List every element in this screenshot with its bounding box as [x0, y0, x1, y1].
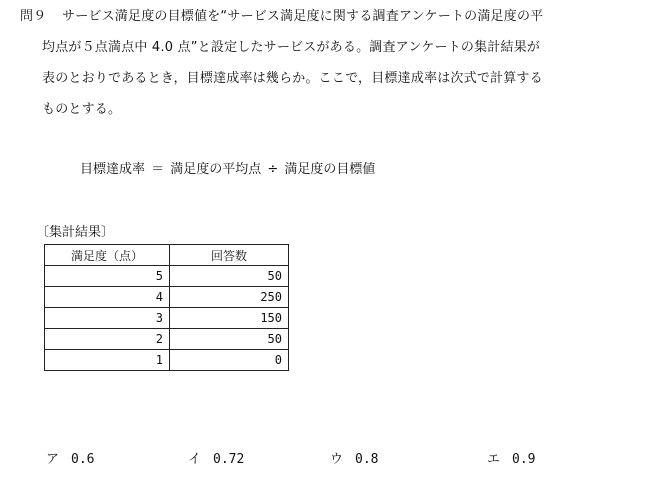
- header-count: 回答数: [170, 245, 289, 266]
- count-cell: 150: [170, 308, 289, 329]
- table-row: [45, 308, 289, 329]
- question-text-line-1: サービス満足度の目標値を“サービス満足度に関する調査アンケートの満足度の平: [62, 9, 544, 24]
- score-cell: 3: [45, 308, 170, 329]
- score-cell: 2: [45, 329, 170, 350]
- results-table: [44, 244, 289, 371]
- table-row: [45, 287, 289, 308]
- score-cell: 4: [45, 287, 170, 308]
- table-row: [45, 329, 289, 350]
- table-caption: 〔集計結果〕: [36, 225, 115, 240]
- table-row: [45, 350, 289, 371]
- count-cell: 0: [170, 350, 289, 371]
- formula: 目標達成率 ＝ 満足度の平均点 ÷ 満足度の目標値: [80, 162, 376, 177]
- choice-a-mark: ア: [46, 452, 60, 467]
- choice-i-mark: イ: [188, 452, 202, 467]
- choice-e[interactable]: [487, 452, 536, 468]
- count-cell: 250: [170, 287, 289, 308]
- question-text-line-2: 均点が５点満点中 4.0 点”と設定したサービスがある。調査アンケートの集計結果が: [42, 40, 541, 55]
- choice-u-mark: ウ: [330, 452, 344, 467]
- question-text-line-4: ものとする。: [42, 102, 122, 117]
- table-row: [45, 266, 289, 287]
- choice-u-value: 0.8: [355, 452, 379, 467]
- choice-a-value: 0.6: [71, 452, 95, 467]
- count-cell: 50: [170, 266, 289, 287]
- question-number: 問９: [20, 9, 47, 24]
- count-cell: 50: [170, 329, 289, 350]
- choice-a[interactable]: [46, 452, 95, 468]
- choice-i-value: 0.72: [213, 452, 245, 467]
- question-text-line-3: 表のとおりであるとき，目標達成率は幾らか。ここで，目標達成率は次式で計算する: [42, 71, 543, 86]
- choice-e-mark: エ: [487, 452, 501, 467]
- score-cell: 5: [45, 266, 170, 287]
- header-score: 満足度（点）: [45, 245, 170, 266]
- choice-u[interactable]: [330, 452, 379, 468]
- score-cell: 1: [45, 350, 170, 371]
- choice-i[interactable]: [188, 452, 244, 468]
- choice-e-value: 0.9: [512, 452, 536, 467]
- table-header-row: [45, 245, 289, 266]
